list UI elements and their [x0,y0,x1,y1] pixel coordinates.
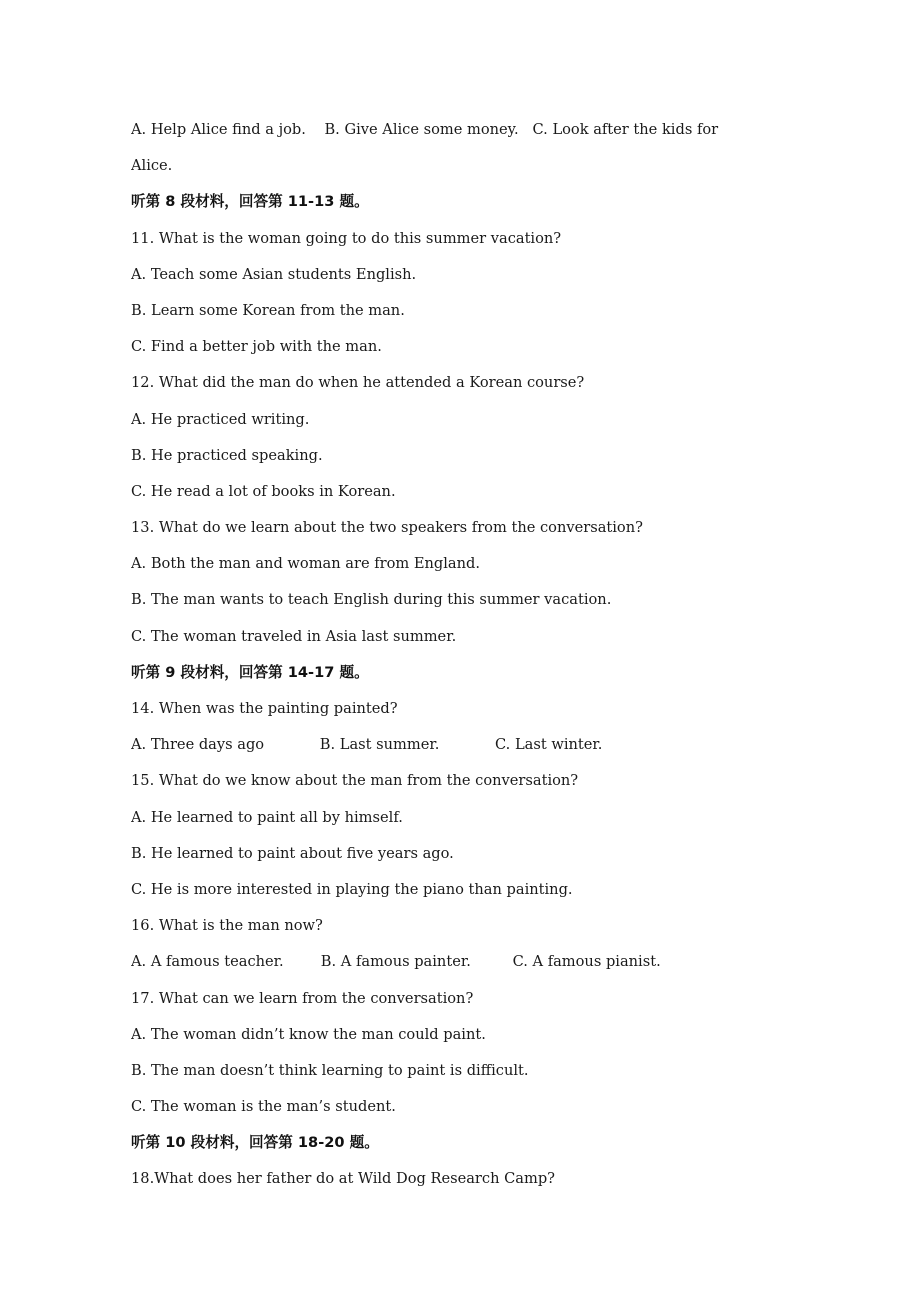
text-line: A. He practiced writing. [131,410,310,428]
text-line: 16. What is the man now? [131,917,323,935]
text-line: A. Teach some Asian students English. [131,265,417,283]
section-heading: 听第 10 段材料，回答第 18-20 题。 [131,1134,379,1152]
text-line: 17. What can we learn from the conversation? [131,989,474,1007]
text-line: B. Learn some Korean from the man. [131,301,405,319]
text-line: 11. What is the woman going to do this summer vacation? [131,229,562,247]
text-line: B. He learned to paint about five years ago. [131,844,454,862]
text-line: A. Both the man and woman are from England. [131,555,481,573]
text-line: C. Find a better job with the man. [131,338,382,356]
text-line: A. Help Alice find a job. B. Give Alice some money. C. Look after the kids for [131,121,719,138]
text-line: C. The woman is the man’s student. [131,1098,396,1116]
text-line: 12. What did the man do when he attended a Korean course? [131,374,585,392]
text-line: Alice. [131,157,173,175]
text-line: A. A famous teacher. B. A famous painter. C. A famous pianist. [131,953,661,971]
text-line: B. The man wants to teach English during this summer vacation. [131,591,612,609]
text-line: B. He practiced speaking. [131,446,323,464]
text-line: A. The woman didn’t know the man could paint. [131,1025,486,1043]
text-line: B. The man doesn’t think learning to paint is difficult. [131,1061,529,1079]
text-line: 18.What does her father do at Wild Dog Research Camp? [131,1170,555,1188]
section-heading: 听第 8 段材料，回答第 11-13 题。 [131,193,369,211]
text-line: C. He read a lot of books in Korean. [131,482,396,500]
section-heading: 听第 9 段材料，回答第 14-17 题。 [131,663,369,681]
text-line: C. He is more interested in playing the piano than painting. [131,880,573,898]
text-line: C. The woman traveled in Asia last summer. [131,627,457,645]
text-line: 15. What do we know about the man from the conversation? [131,772,579,790]
text-line: A. Three days ago B. Last summer. C. Last winter. [131,736,603,754]
text-line: 13. What do we learn about the two speakers from the conversation? [131,519,643,537]
text-line: 14. When was the painting painted? [131,700,398,717]
text-line: A. He learned to paint all by himself. [131,808,403,826]
document-body [131,112,811,1198]
